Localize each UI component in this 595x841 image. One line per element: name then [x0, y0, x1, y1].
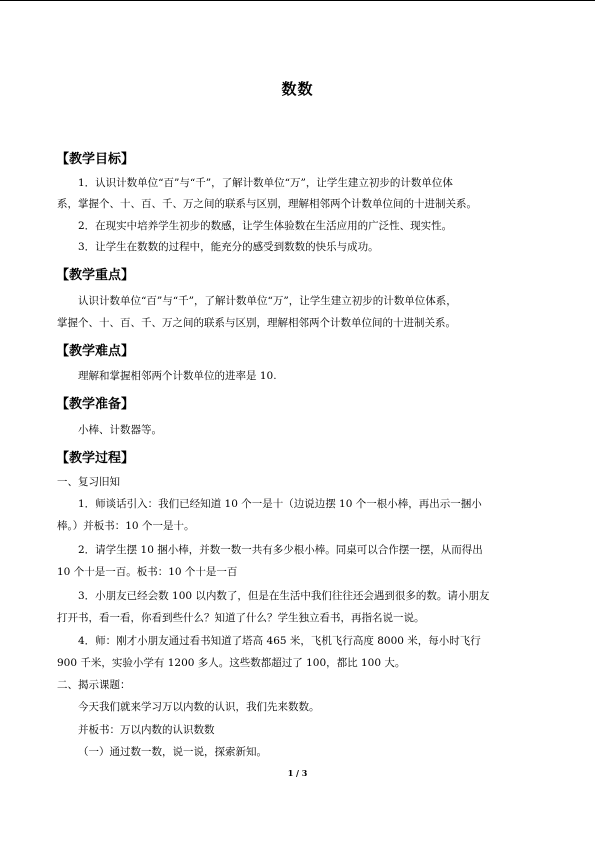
process-line-11: 今天我们就来学习万以内数的认识，我们先来数数。 [78, 701, 320, 713]
process-line-6: 3．小朋友已经会数 100 以内数了，但是在生活中我们往往还会遇到很多的数。请小朋友 [78, 590, 490, 602]
heading-teaching-goals: 【教学目标】 [56, 152, 135, 167]
document-title: 数数 [281, 80, 314, 98]
process-line-8: 4．师：刚才小朋友通过看书知道了塔高 465 米，飞机飞行高度 8000 米，每小时飞行 [78, 635, 481, 647]
key-points-line-2: 掌握个、十、百、千、万之间的联系与区别，理解相邻两个计数单位间的十进制关系。 [57, 317, 456, 329]
goals-line-2: 系，掌握个、十、百、千、万之间的联系与区别，理解相邻两个计数单位间的十进制关系。 [57, 198, 477, 210]
key-points-line-1: 认识计数单位“百”与“千”，了解计数单位“万”，让学生建立初步的计数单位体系， [78, 295, 457, 307]
process-line-10: 二、揭示课题： [57, 679, 131, 691]
difficulties-line-1: 理解和掌握相邻两个计数单位的进率是 10. [78, 370, 277, 382]
preparation-line-1: 小棒、计数器等。 [78, 424, 162, 436]
goals-line-1: 1．认识计数单位“百”与“千”，了解计数单位“万”，让学生建立初步的计数单位体 [78, 177, 453, 189]
page-number: 1 / 3 [287, 768, 308, 778]
top-border-line [0, 0, 595, 1]
process-line-3: 棒。）并板书：10 个一是十。 [57, 520, 195, 532]
process-line-2: 1．师谈话引入：我们已经知道 10 个一是十（边说边摆 10 个一根小棒，再出示一捆小 [78, 498, 482, 510]
process-line-13: （一）通过数一数，说一说，探索新知。 [78, 746, 267, 758]
process-line-7: 打开书，看一看，你看到些什么？知道了什么？学生独立看书，再指名说一说。 [57, 612, 425, 624]
process-line-1: 一、复习旧知 [57, 476, 120, 488]
goals-line-4: 3．让学生在数数的过程中，能充分的感受到数数的快乐与成功。 [78, 241, 379, 253]
process-line-4: 2．请学生摆 10 捆小棒，并数一数一共有多少根小棒。同桌可以合作摆一摆，从而得出 [78, 544, 483, 556]
process-line-12: 并板书：万以内数的认识数数 [78, 724, 215, 736]
heading-key-points: 【教学重点】 [56, 268, 135, 283]
heading-difficulties: 【教学难点】 [56, 344, 135, 359]
process-line-5: 10 个十是一百。板书：10 个十是一百 [57, 566, 238, 578]
heading-teaching-process: 【教学过程】 [56, 451, 135, 466]
process-line-9: 900 千米，实验小学有 1200 多人。这些数都超过了 100，都比 100 大。 [57, 657, 406, 669]
heading-preparation: 【教学准备】 [56, 397, 135, 412]
goals-line-3: 2．在现实中培养学生初步的数感，让学生体验数在生活应用的广泛性、现实性。 [78, 220, 453, 232]
